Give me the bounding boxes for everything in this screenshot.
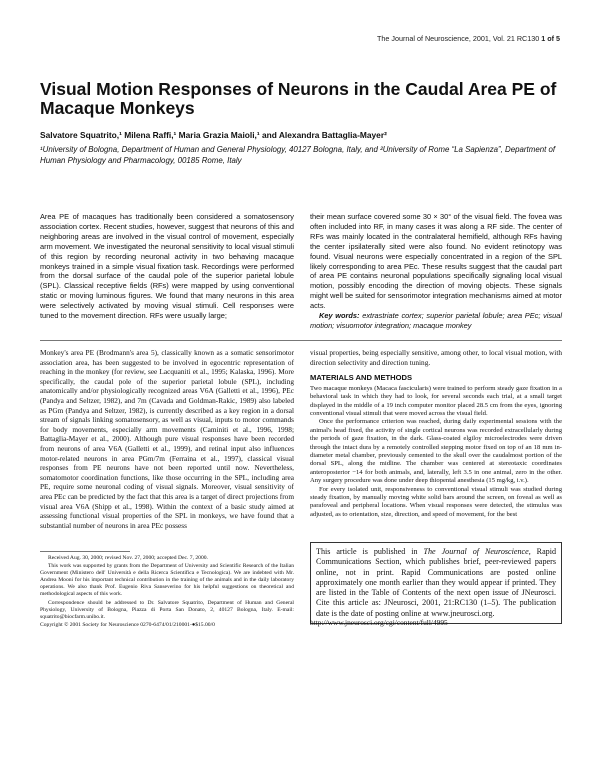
rapid-communications-notice [310, 542, 562, 624]
body-right-column [310, 348, 562, 519]
journal-header [377, 34, 560, 43]
page-label: 1 of 5 [541, 34, 560, 43]
footnotes [40, 555, 294, 630]
footnote-support: This work was supported by grants from the Department of University and Scientific Research of the Italian Government (Ministero dell' Università e della Ricerca Scientifica e Tecnologica). We are indebted with Mr. Andrea Mooni for his important technical contribution in the training of the animals and in the daily laboratory operations. We also thank Prof. Eugenio Riva Sanseverino for his helpful suggestions on theoretical and methodological aspects of this work. [40, 563, 294, 598]
intro-continuation: visual properties, being especially sensitive, among other, to local visual motion, with direction selectivity and direction tuning. [310, 348, 562, 367]
notice-post: , Rapid Communications Section, which publishes brief, peer-reviewed papers online, not in print. Rapid Communications are posted online approximately one month earlier than they would appear if printed. They are listed in the Table of Contents of the next open issue of JNeurosci. Cite this article as: JNeurosci, 2001, 21:RC130 (1–5). The publication date is the date of posting online at www.jneurosci.org. [316, 547, 557, 618]
footnote-divider [40, 551, 130, 552]
footnote-received: Received Aug. 30, 2000; revised Nov. 27, 2000; accepted Dec. 7, 2000. [48, 555, 208, 561]
notice-pre: This article is published in [316, 547, 424, 556]
keywords-label: Key words: [319, 311, 360, 321]
methods-paragraph: Once the performance criterion was reached, during daily experimental sessions with the animal's head fixed, the activity of single cortical neurons was recorded extracellularly during the periods of gaze fixation, in the dark. Glass-coated elgiloy microelectrodes were driven through the intact dura by a remotely controlled stepping motor fixed on top of an 18 mm in-diameter metal chamber, previously cemented to the skull over the caudalmost portion of the dorsal SPL, along the midline. The chamber was centered at stereotaxic coordinates anteroposterior −14 for both animals, and, laterally, left 3.5 in one animal, zero in the other. Any surgery procedure was done under deep thiopental anesthesia (15 mg/kg, i.v.). [310, 418, 562, 485]
footnote-copyright: Copyright © 2001 Society for Neuroscience 0270-6474/01/210001-●$15.00/0 [40, 621, 215, 628]
keywords-text: extrastriate cortex; superior parietal lobule; area PEc; visual motion; visuomotor integration; macaque monkey [310, 311, 562, 330]
methods-section [310, 385, 562, 520]
article-title: Visual Motion Responses of Neurons in the Caudal Area PE of Macaque Monkeys [40, 79, 557, 118]
footnote-correspondence: Correspondence should be addressed to Dr. Salvatore Squatrito, Department of Human and General Physiology, University of Bologna, Piazza di Porta San Donato, 2, 40127 Bologna, Italy. E-mail: squatrito@biocfarm.unibo.it. [40, 599, 294, 620]
abstract-left: Area PE of macaques has traditionally been considered a somatosensory association cortex. Recent studies, however, suggest that neurons of this and neighboring areas are involved in the visual control of movement, especially arm movement. We investigated the neuronal sensitivity to local visual stimuli of this region by recording neuronal activity in two behaving macaque monkeys trained in a simple visual fixation task. Recordings were performed from the dorsal surface of the caudal pole of the superior parietal lobule (SPL). Classical receptive fields (RFs) were mapped by using conventional static or moving luminous figures. We found that many neurons in this area were selectively activated by moving visual stimuli. Cell responses were tuned to the movement direction. RFs were usually large; [40, 212, 294, 321]
keywords [310, 311, 562, 331]
journal-line: The Journal of Neuroscience, 2001, Vol. 21 RC130 [377, 34, 540, 43]
abstract-right-text: their mean surface covered some 30 × 30° of the visual field. The fovea was often included into RF, in many cases it was along a RF side. The center of RFs was mainly located in the contralateral hemifield, although RFs having the center ipsilaterally sited were also found. No evident retinotopy was found. Visual neurons were especially concentrated in a region of the SPL likely corresponding to area PEc. These results suggest that the caudal part of area PE contains neuronal populations specifically signaling local visual motion, possibly encoding the direction of moving objects. These signals might well be suited for sensorimotor integration mechanisms aimed at motor acts. [310, 212, 562, 311]
abstract-right [310, 212, 562, 331]
notice-journal: The Journal of Neuroscience [423, 547, 529, 556]
abstract-divider [40, 340, 562, 341]
methods-heading: MATERIALS AND METHODS [310, 373, 413, 383]
affiliations: ¹University of Bologna, Department of Human and General Physiology, 40127 Bologna, Italy, and ²University of Rome “La Sapienza”, Department of Human Physiology and Pharmacology, 00185 Rome, Italy [40, 145, 556, 165]
article-url-link[interactable]: http://www.jneurosci.org/cgi/content/full/4995 [310, 618, 448, 627]
author-list: Salvatore Squatrito,¹ Milena Raffi,¹ Maria Grazia Maioli,¹ and Alexandra Battaglia-Mayer² [40, 130, 387, 140]
methods-paragraph: For every isolated unit, responsiveness to conventional visual stimuli was studied during steady fixation, by manually moving white solid bars around the screen, on foveal as well as parafoveal and peripheral locations. When visual responses were detected, the stimulus was adjusted, as to orientation, size, direction, and speed of movement, for the best [310, 485, 562, 518]
methods-paragraph: Two macaque monkeys (Macaca fascicularis) were trained to perform steady gaze fixation in a behavioral task in which they had to look, for several seconds each trial, at a small target displayed in the middle of a 19 inch computer monitor placed 28.5 cm from the eyes, ignoring conventional visual stimuli that were moved across the visual field. [310, 384, 562, 417]
intro-paragraph: Monkey's area PE (Brodmann's area 5), classically known as a somatic sensorimotor association area, has been suggested to be involved in egocentric representation of reaching in the monkey (for review, see Lacquaniti et al., 1995; Kalaska, 1996). More specifically, the caudal pole of the superior parietal lobule (SPL), including anatomically and/or physiologically recognized areas V6A (Galletti et al., 1996), PEc (Pandya and Seltzer, 1982), and 7m (Cavada and Goldman-Rakic, 1989) also labeled as PGm (Pandya and Seltzer, 1982), is currently described as a key region in a dorsal stream of signals linking somatosensory, as well as visual, inputs to motor commands for body movements, especially arm movements (Caminiti et al., 1996, 1998; Battaglia-Mayer et al., 2000). Although pure visual responses have been recorded from neurons of area V6A (Galletti et al., 1999), and retinal input also influences motor-related neurons in area PGm/7m (Ferraina et al., 1997), classical visual responses from PE neurons have not been reported until now. Nevertheless, somatomotor coordination functions, like those occurring in the SPL, including area PE, require some neuronal coding of visual signals. Moreover, visual sensitivity of area PEc can be predicted by the fact that this area is a target of direct projections from visual area V6A (Shipp et al., 1998). Within the context of a basic study aimed at assessing functional visual properties of the SPL in monkeys, we have found that a substantial number of neurons in area PEc possess [40, 348, 294, 530]
body-left-column [40, 348, 294, 530]
